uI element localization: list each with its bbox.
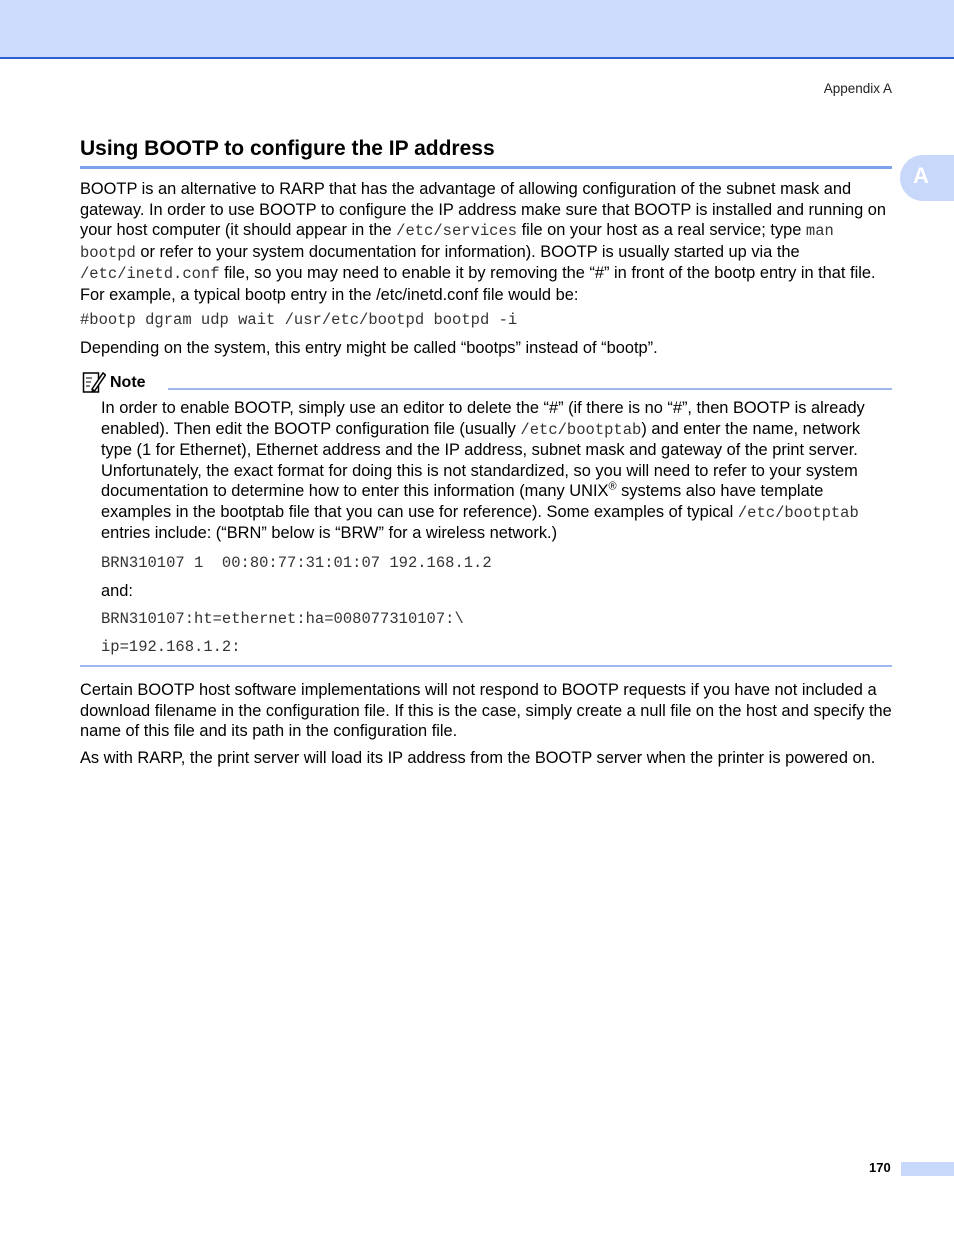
note-text-4: entries include: (“BRN” below is “BRW” for a wireless network.): [101, 524, 558, 542]
note-text-2: ) and enter the name, network type (1 for Ethernet), Ethernet address and the IP address, subnet mask and gateway of the print server. Unfortunately, the exact format for doing this is not standardized, so you will need to refer to your system documentation to determine how to enter this information (many UNIX: [101, 419, 861, 500]
note-top-rule: [168, 388, 892, 390]
note-code-example-3: ip=192.168.1.2:: [101, 638, 241, 656]
note-text-3: systems also have template examples in the bootptab file that you can use for reference). Some examples of typical: [101, 482, 824, 521]
page-number: 170: [869, 1160, 891, 1175]
note-pencil-icon: [82, 370, 106, 394]
note-code-bootptab-2: /etc/bootptab: [737, 503, 859, 522]
intro-code-inetd: /etc/inetd.conf: [80, 265, 220, 283]
note-code-bootptab-1: /etc/bootptab: [520, 420, 642, 439]
side-tab-letter: A: [913, 163, 929, 188]
note-and-text: and:: [101, 582, 133, 600]
intro-text-4: file, so you may need to enable it by removing the “#” in front of the bootp entry in that file. For example, a typical bootp entry in the /etc/inetd.conf file would be:: [80, 264, 876, 304]
appendix-side-tab: [900, 155, 954, 201]
note-bottom-rule: [80, 665, 892, 667]
note-code-example-2: BRN310107:ht=ethernet:ha=008077310107:\: [101, 610, 464, 628]
intro-text-3: or refer to your system documentation for information). BOOTP is usually started up via the: [135, 242, 800, 261]
note-code-example-1: BRN310107 1 00:80:77:31:01:07 192.168.1.2: [101, 554, 492, 572]
header-band: [0, 0, 954, 59]
intro-text-1: BOOTP is an alternative to RARP that has the advantage of allowing configuration of the subnet mask and gateway. In order to use BOOTP to configure the IP address make sure that BOOTP is installed and running on your host computer (it should appear in the: [80, 180, 887, 239]
note-header: [80, 370, 892, 392]
intro-code-man-bootpd: man bootpd: [80, 222, 834, 262]
header-section-label: Appendix A: [823, 81, 892, 96]
note-paragraph: [101, 398, 891, 544]
note-title: Note: [110, 374, 146, 391]
registered-mark: ®: [608, 480, 617, 493]
intro-text-2: file on your host as a real service; type: [517, 221, 806, 239]
intro-code-services: /etc/services: [396, 222, 518, 240]
certain-bootp-paragraph: Certain BOOTP host software implementations will not respond to BOOTP requests if you have not included a download filename in the configuration file. If this is the case, simply create a null file on the host and specify the name of this file and its path in the configuration file.: [80, 681, 892, 740]
rarp-paragraph: As with RARP, the print server will load its IP address from the BOOTP server when the printer is powered on.: [80, 749, 876, 767]
section-title: Using BOOTP to configure the IP address: [80, 135, 892, 169]
intro-paragraph: [80, 179, 892, 305]
code-inetd-entry: #bootp dgram udp wait /usr/etc/bootpd bootpd -i: [80, 311, 518, 329]
bootps-paragraph: Depending on the system, this entry might be called “bootps” instead of “bootp”.: [80, 339, 658, 357]
note-text-1: In order to enable BOOTP, simply use an editor to delete the “#” (if there is no “#”, then BOOTP is already enabled). Then edit the BOOTP configuration file (usually: [101, 399, 865, 438]
footer-tab: [901, 1162, 954, 1176]
